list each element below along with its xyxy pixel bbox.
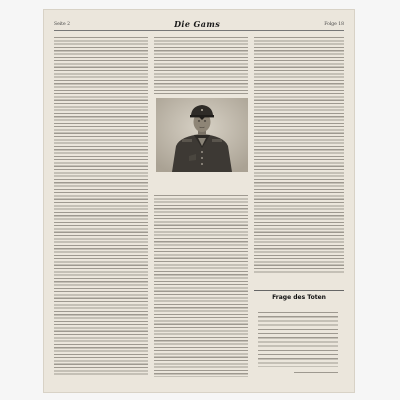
article-column-middle-bottom: [154, 195, 248, 377]
article-column-left: [54, 37, 148, 377]
issue-number: Folge 18: [324, 21, 344, 27]
masthead-title: Die Gams: [174, 19, 221, 29]
portrait-photo: [156, 98, 248, 172]
section-divider: [254, 290, 344, 291]
article-column-right: [254, 37, 344, 273]
page-number-left: Seite 2: [54, 21, 70, 27]
poem-text: [258, 312, 338, 367]
poem-title: Frage des Toten: [272, 294, 326, 301]
article-column-middle-top: [154, 37, 248, 95]
newspaper-page: [44, 10, 354, 392]
poem-author: [294, 372, 338, 375]
page-header: [54, 18, 344, 31]
officer-portrait-image: [156, 98, 248, 172]
